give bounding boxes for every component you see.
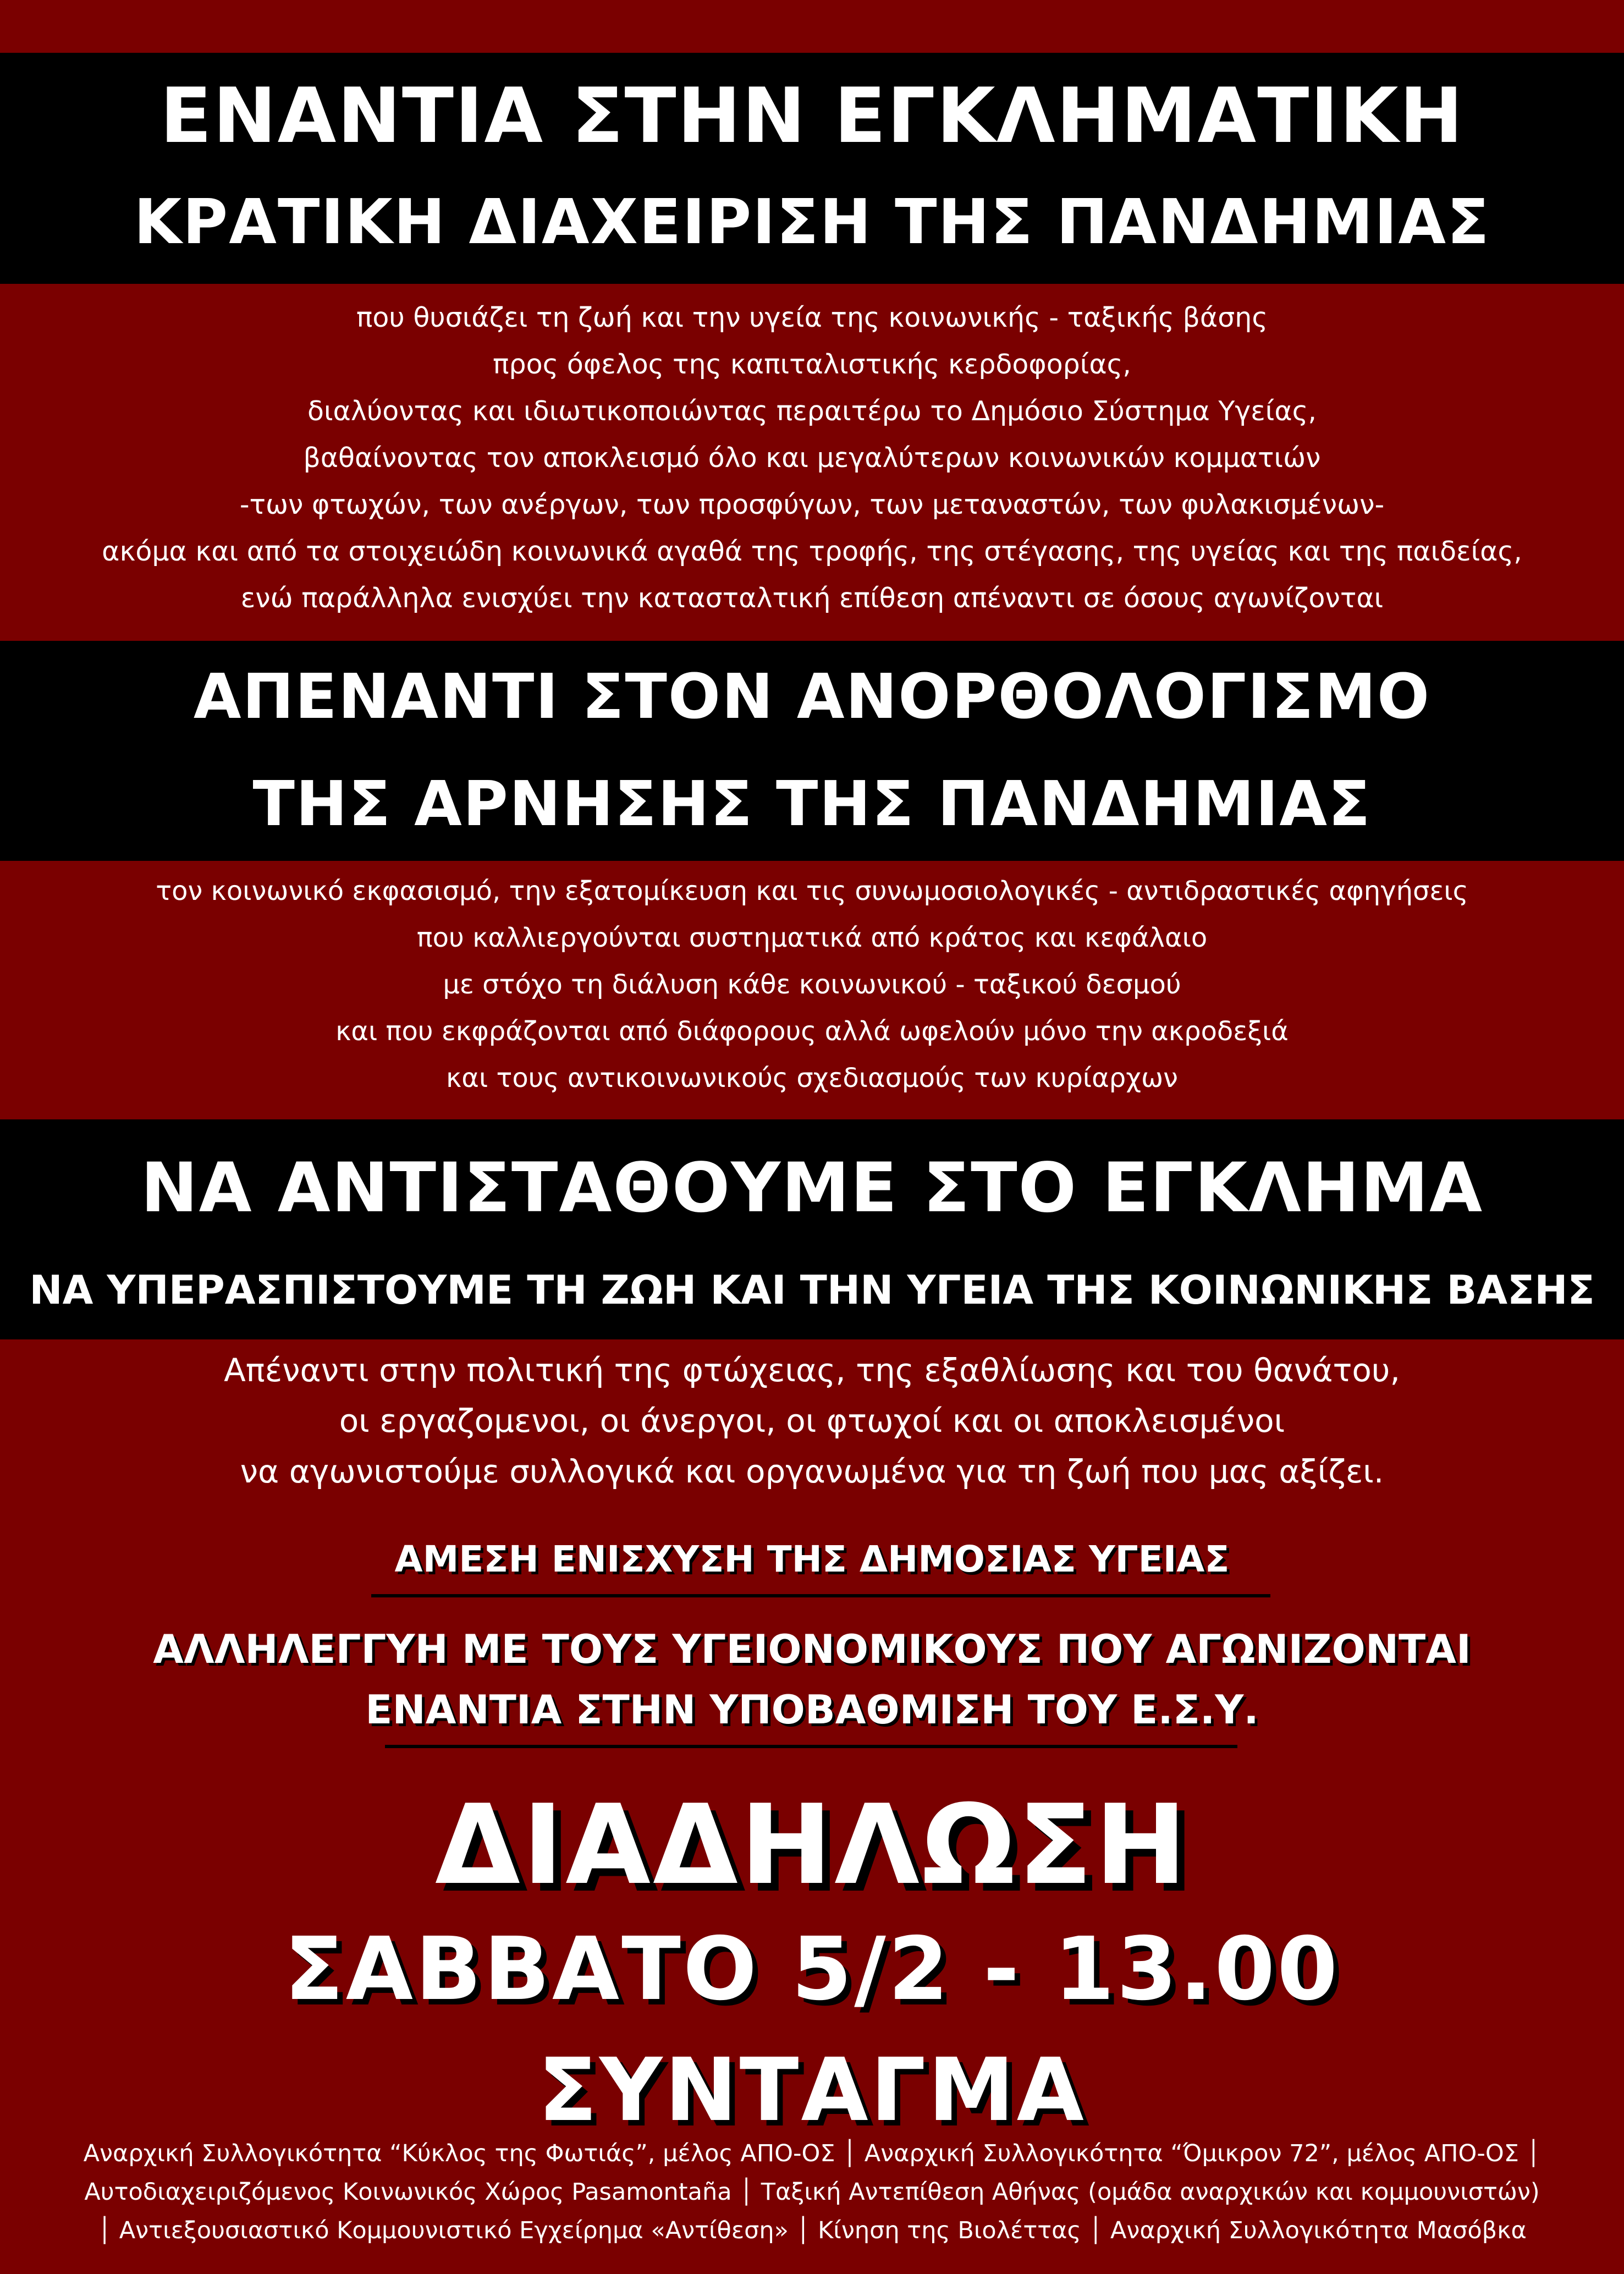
heading-2-line-1: ΑΠΕΝΑΝΤΙ ΣΤΟΝ ΑΝΟΡΘΟΛΟΓΙΣΜΟ	[193, 661, 1431, 733]
signatories-line: Αναρχική Συλλογικότητα “Κύκλος της Φωτιάς”, μέλος ΑΠΟ-ΟΣ │ Αναρχική Συλλογικότητα “Όμικρον 72”, μέλος ΑΠΟ-ΟΣ │	[83, 2140, 1541, 2167]
section-2-body-line: που καλλιεργούνται συστηματικά από κράτος και κεφάλαιο	[416, 922, 1208, 953]
heading-2-line-2: ΤΗΣ ΑΡΝΗΣΗΣ ΤΗΣ ΠΑΝΔΗΜΙΑΣ	[252, 768, 1372, 840]
section-3-body-line: οι εργαζομενοι, οι άνεργοι, οι φτωχοί και οι αποκλεισμένοι	[339, 1402, 1285, 1440]
section-1-body-line: βαθαίνοντας τον αποκλεισμό όλο και μεγαλύτερων κοινωνικών κομματιών	[303, 442, 1321, 474]
section-1-body-line: -των φτωχών, των ανέργων, των προσφύγων, των μεταναστών, των φυλακισμένων-	[239, 489, 1385, 520]
heading-1-line-2: ΚΡΑΤΙΚΗ ΔΙΑΧΕΙΡΙΣΗ ΤΗΣ ΠΑΝΔΗΜΙΑΣ	[134, 186, 1490, 258]
event-date-time: ΣΑΒΒΑΤΟ 5/2 - 13.00	[284, 1919, 1340, 2020]
heading-3-line-2: ΝΑ ΥΠΕΡΑΣΠΙΣΤΟΥΜΕ ΤΗ ΖΩΗ ΚΑΙ ΤΗΝ ΥΓΕΙΑ ΤΗΣ ΚΟΙΝΩΝΙΚΗΣ ΒΑΣΗΣ	[29, 1267, 1595, 1313]
section-2-body-line: και τους αντικοινωνικούς σχεδιασμούς των κυρίαρχων	[446, 1063, 1178, 1094]
section-1-body-line: ακόμα και από τα στοιχειώδη κοινωνικά αγαθά της τροφής, της στέγασης, της υγείας και της παιδείας,	[102, 536, 1522, 567]
heading-band-3	[0, 1119, 1624, 1339]
section-1-body-line: που θυσιάζει τη ζωή και την υγεία της κοινωνικής - ταξικής βάσης	[356, 302, 1268, 333]
slogan-underline-2	[385, 1745, 1237, 1748]
section-2-body-line: και που εκφράζονται από διάφορους αλλά ωφελούν μόνο την ακροδεξιά	[335, 1016, 1289, 1047]
slogan-public-health: ΑΜΕΣΗ ΕΝΙΣΧΥΣΗ ΤΗΣ ΔΗΜΟΣΙΑΣ ΥΓΕΙΑΣ	[394, 1538, 1230, 1580]
heading-band-1	[0, 53, 1624, 284]
section-1-body	[0, 294, 1624, 622]
slogan-solidarity-line-2: ΕΝΑΝΤΙΑ ΣΤΗΝ ΥΠΟΒΑΘΜΙΣΗ ΤΟΥ Ε.Σ.Υ.	[365, 1687, 1259, 1733]
section-3-body-line: Απέναντι στην πολιτική της φτώχειας, της εξαθλίωσης και του θανάτου,	[224, 1352, 1400, 1389]
heading-1-line-1: ΕΝΑΝΤΙΑ ΣΤΗΝ ΕΓΚΛΗΜΑΤΙΚΗ	[159, 72, 1465, 160]
event-place: ΣΥΝΤΑΓΜΑ	[538, 2040, 1086, 2141]
event-title: ΔΙΑΔΗΛΩΣΗ	[435, 1781, 1189, 1909]
section-1-body-line: ενώ παράλληλα ενισχύει την κατασταλτική επίθεση απέναντι σε όσους αγωνίζονται	[240, 583, 1384, 614]
section-2-body	[0, 868, 1624, 1102]
signatories-line: Αυτοδιαχειριζόμενος Κοινωνικός Χώρος Pasamontaña │ Ταξική Αντεπίθεση Αθήνας (ομάδα αναρχικών και κομμουνιστών)	[84, 2178, 1540, 2206]
heading-3-line-1: ΝΑ ΑΝΤΙΣΤΑΘΟΥΜΕ ΣΤΟ ΕΓΚΛΗΜΑ	[140, 1149, 1484, 1228]
section-2-body-line: τον κοινωνικό εκφασισμό, την εξατομίκευση και τις συνωμοσιολογικές - αντιδραστικές αφηγήσεις	[156, 876, 1468, 907]
slogan-underline-1	[371, 1594, 1270, 1597]
signatories-line: │ Αντιεξουσιαστικό Κομμουνιστικό Εγχείρημα «Αντίθεση» │ Κίνηση της Βιολέττας │ Αναρχική Συλλογικότητα Μασόβκα	[97, 2217, 1527, 2244]
section-1-body-line: προς όφελος της καπιταλιστικής κερδοφορίας,	[493, 349, 1131, 380]
section-1-body-line: διαλύοντας και ιδιωτικοποιώντας περαιτέρω το Δημόσιο Σύστημα Υγείας,	[307, 396, 1317, 427]
slogan-solidarity-line-1: ΑΛΛΗΛΕΓΓΥΗ ΜΕ ΤΟΥΣ ΥΓΕΙΟΝΟΜΙΚΟΥΣ ΠΟΥ ΑΓΩΝΙΖΟΝΤΑΙ	[153, 1626, 1471, 1672]
section-2-body-line: με στόχο τη διάλυση κάθε κοινωνικού - ταξικού δεσμού	[443, 969, 1181, 1000]
signatories	[0, 2134, 1624, 2250]
heading-band-2	[0, 641, 1624, 861]
section-3-body-line: να αγωνιστούμε συλλογικά και οργανωμένα για τη ζωή που μας αξίζει.	[240, 1453, 1384, 1490]
section-3-body	[0, 1345, 1624, 1497]
